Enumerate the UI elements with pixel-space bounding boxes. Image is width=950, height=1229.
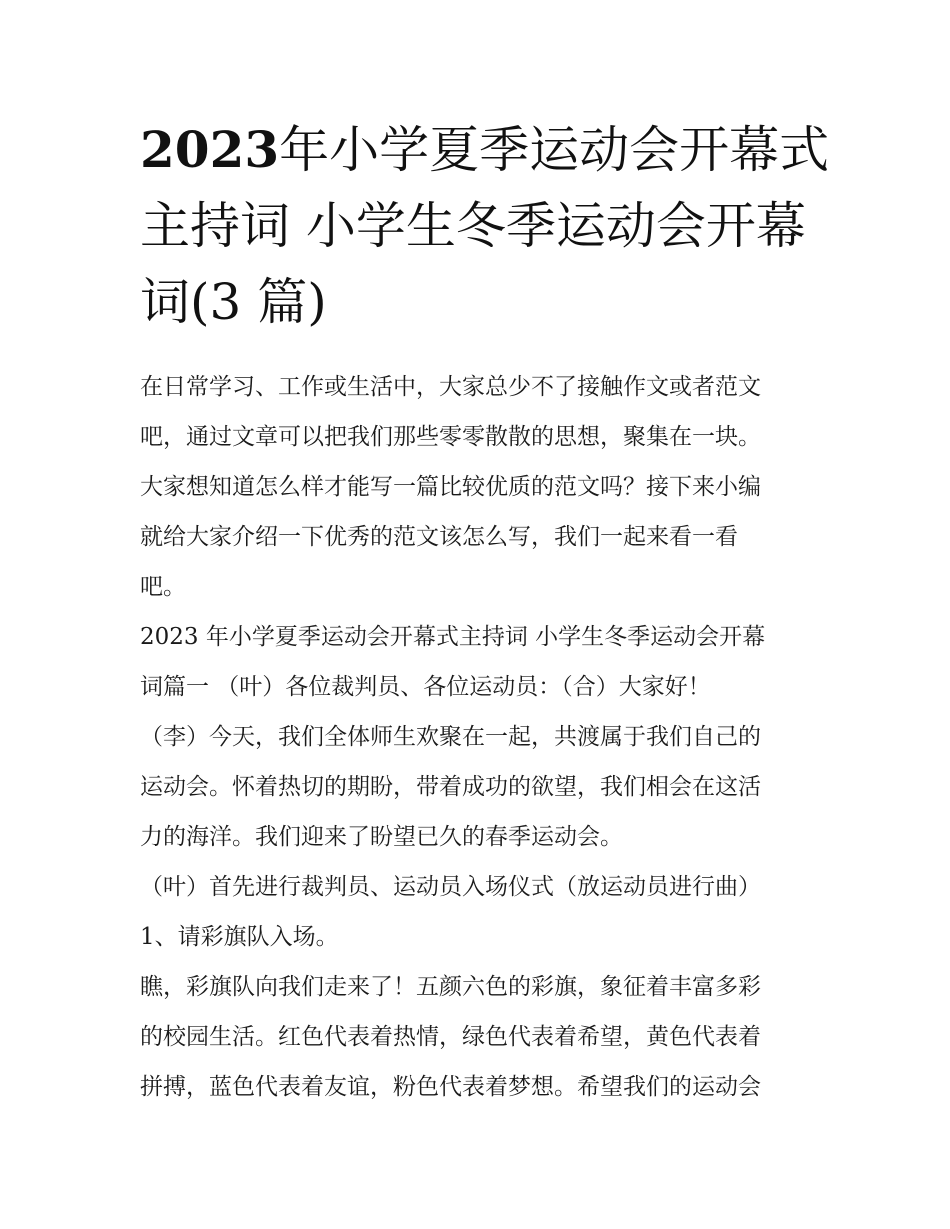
title-text: 年小学夏季运动会开幕式 [279,121,830,179]
text-line: 吧。 [140,574,186,600]
title-year: 2023 [140,120,280,179]
paragraph-flag-description [140,962,812,1112]
text-line: 吧，通过文章可以把我们那些零零散散的思想，聚集在一块。 [140,424,761,450]
text-line: 运动会。怀着热切的期盼，带着成功的欲望，我们相会在这活 [140,774,761,800]
document-body [140,362,812,1112]
text-line: 2023 年小学夏季运动会开幕式主持词 小学生冬季运动会开幕 [140,624,766,650]
text-line: 1、请彩旗队入场。 [140,924,339,950]
paragraph-intro [140,362,812,612]
title-line: 词(3 篇) [140,273,327,331]
title-line [140,112,830,188]
text-line: 词篇一 （叶）各位裁判员、各位运动员：（合）大家好！ [140,674,711,700]
text-line: 瞧，彩旗队向我们走来了！五颜六色的彩旗，象征着丰富多彩 [140,974,761,1000]
text-line: 拼搏，蓝色代表着友谊，粉色代表着梦想。希望我们的运动会 [140,1074,761,1100]
text-line: 力的海洋。我们迎来了盼望已久的春季运动会。 [140,824,623,850]
title-line: 主持词 小学生冬季运动会开幕 [140,197,806,255]
text-line: 就给大家介绍一下优秀的范文该怎么写，我们一起来看一看 [140,524,738,550]
document-content [140,112,830,1112]
text-line: 大家想知道怎么样才能写一篇比较优质的范文吗？接下来小编 [140,474,761,500]
paragraph-ceremony [140,862,812,912]
text-line: 在日常学习、工作或生活中，大家总少不了接触作文或者范文 [140,374,761,400]
text-line: 的校园生活。红色代表着热情，绿色代表着希望，黄色代表着 [140,1024,761,1050]
text-line: （叶）首先进行裁判员、运动员入场仪式（放运动员进行曲） [140,874,761,900]
document-title [140,112,830,340]
text-line: （李）今天，我们全体师生欢聚在一起，共渡属于我们自己的 [140,724,761,750]
paragraph-flag-team [140,912,812,962]
paragraph-opening [140,612,812,862]
